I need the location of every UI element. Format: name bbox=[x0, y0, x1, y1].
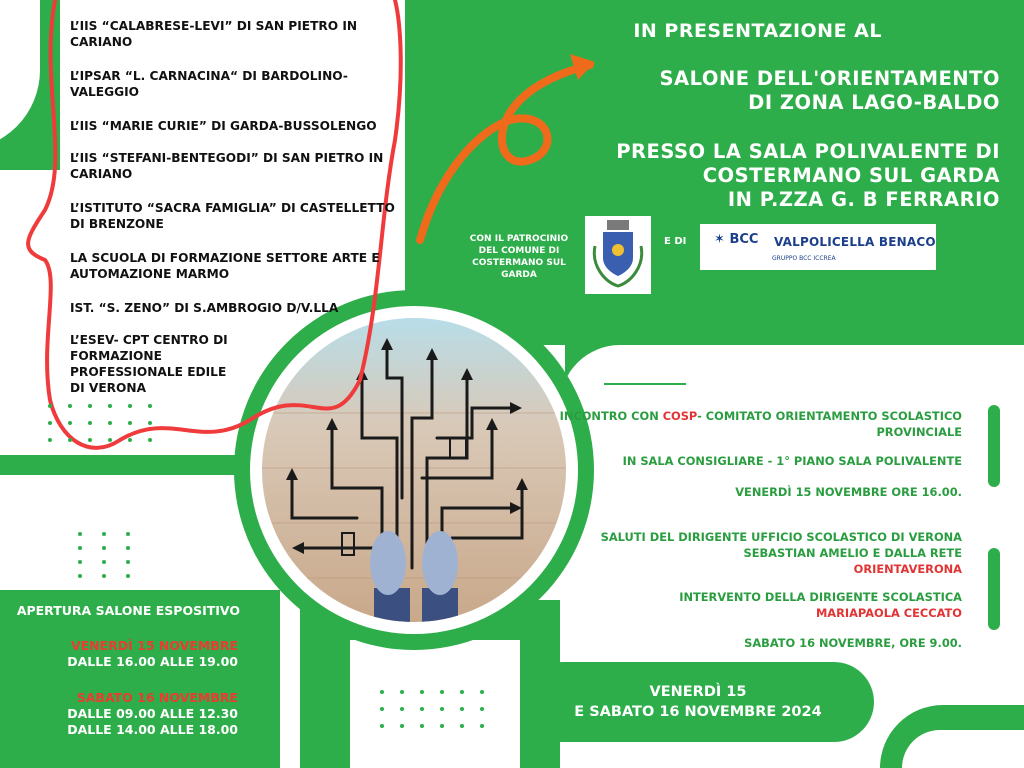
decor-dot bbox=[380, 724, 384, 728]
dot-grid-left-mid bbox=[78, 532, 138, 582]
decor-dot bbox=[68, 438, 72, 442]
decor-dot bbox=[724, 367, 740, 383]
decor-dot bbox=[604, 367, 620, 383]
decor-dot bbox=[148, 421, 152, 425]
school-item: L’ISTITUTO “SACRA FAMIGLIA” DI CASTELLETTO DI BRENZONE bbox=[70, 201, 395, 231]
decor-dot bbox=[148, 438, 152, 442]
decor-dot bbox=[48, 421, 52, 425]
decor-dot bbox=[88, 421, 92, 425]
event-cosp bbox=[542, 408, 962, 440]
dot-grid-left-top bbox=[48, 404, 158, 444]
right-bar-1 bbox=[988, 405, 1000, 487]
decor-dot bbox=[460, 707, 464, 711]
patronage-and: E DI bbox=[664, 236, 687, 247]
decor-dot bbox=[126, 574, 130, 578]
decor-dot bbox=[68, 421, 72, 425]
decor-dot bbox=[128, 404, 132, 408]
decor-dot bbox=[460, 724, 464, 728]
patronage-text: CON IL PATROCINIO DEL COMUNE DI COSTERMANO SUL GARDA bbox=[469, 234, 569, 280]
header-location-a: PRESSO LA SALA POLIVALENTE DI bbox=[616, 140, 1000, 163]
decor-dot bbox=[440, 724, 444, 728]
decor-dot bbox=[108, 438, 112, 442]
decor-dot bbox=[440, 707, 444, 711]
event-date-sat: SABATO 16 NOVEMBRE, ORE 9.00. bbox=[744, 636, 962, 650]
school-item: LA SCUOLA DI FORMAZIONE SETTORE ARTE E AUTOMAZIONE MARMO bbox=[70, 251, 380, 281]
event-greetings bbox=[542, 529, 962, 577]
school-item: L’IIS “MARIE CURIE” DI GARDA-BUSSOLENGO bbox=[70, 119, 377, 133]
decor-dot bbox=[400, 724, 404, 728]
dates-pill bbox=[522, 662, 874, 742]
decor-dot bbox=[380, 690, 384, 694]
event-intervention bbox=[542, 589, 962, 621]
crest-icon bbox=[585, 216, 651, 294]
event-room: IN SALA CONSIGLIARE - 1° PIANO SALA POLIVALENTE bbox=[622, 454, 962, 468]
decor-dot bbox=[126, 532, 130, 536]
header-salone-a: SALONE DELL'ORIENTAMENTO bbox=[659, 67, 1000, 90]
decor-dot bbox=[148, 404, 152, 408]
dates-pill-line2: E SABATO 16 NOVEMBRE 2024 bbox=[574, 704, 822, 720]
bcc-logo-icon: ✶ BCC bbox=[714, 232, 759, 247]
decor-dot bbox=[126, 546, 130, 550]
event-cosp-pre: INCONTRO CON bbox=[559, 409, 663, 423]
decor-dot bbox=[440, 690, 444, 694]
decor-dot bbox=[108, 404, 112, 408]
event-cosp-post: - COMITATO ORIENTAMENTO SCOLASTICO PROVINCIALE bbox=[697, 409, 962, 439]
decor-dot bbox=[480, 707, 484, 711]
decor-dot bbox=[88, 404, 92, 408]
decor-dot bbox=[420, 690, 424, 694]
expo-day2-hours-b: DALLE 14.00 ALLE 18.00 bbox=[67, 722, 238, 737]
event-cosp-red: COSP bbox=[662, 409, 698, 423]
decor-dot bbox=[400, 690, 404, 694]
school-item: L’ESEV- CPT CENTRO DI FORMAZIONE PROFESSIONALE EDILE DI VERONA bbox=[70, 333, 228, 395]
event-intervention-red: MARIAPAOLA CECCATO bbox=[815, 606, 962, 620]
decor-dot bbox=[102, 532, 106, 536]
decor-dot bbox=[420, 724, 424, 728]
bcc-name: VALPOLICELLA BENACO bbox=[774, 235, 936, 249]
decor-dot bbox=[128, 421, 132, 425]
decor-dot bbox=[634, 367, 650, 383]
header-salone-b: DI ZONA LAGO-BALDO bbox=[748, 91, 1000, 114]
expo-day1 bbox=[0, 638, 238, 670]
decor-dot bbox=[460, 690, 464, 694]
decor-dot bbox=[88, 438, 92, 442]
header-location bbox=[560, 140, 1000, 212]
expo-day2-label: SABATO 16 NOVEMBRE bbox=[76, 690, 238, 705]
decor-dot bbox=[102, 574, 106, 578]
schools-list bbox=[70, 18, 400, 414]
dates-pill-line1: VENERDÌ 15 bbox=[649, 684, 747, 700]
decor-dot bbox=[102, 560, 106, 564]
decor-dot bbox=[78, 560, 82, 564]
decor-dot bbox=[126, 560, 130, 564]
event-greetings-text: SALUTI DEL DIRIGENTE UFFICIO SCOLASTICO DI VERONA SEBASTIAN AMELIO E DALLA RETE bbox=[600, 530, 962, 560]
decor-dot bbox=[48, 438, 52, 442]
dots-line bbox=[604, 383, 686, 385]
decor-dot bbox=[68, 404, 72, 408]
decor-dot bbox=[78, 546, 82, 550]
decor-dot bbox=[78, 574, 82, 578]
school-item: IST. “S. ZENO” DI S.AMBROGIO D/V.LLA bbox=[70, 301, 339, 315]
dot-grid-bottom bbox=[380, 690, 500, 740]
decor-dot bbox=[108, 421, 112, 425]
decor-dot bbox=[48, 404, 52, 408]
header-location-b: COSTERMANO SUL GARDA bbox=[702, 164, 1000, 187]
decor-dot bbox=[480, 724, 484, 728]
school-item: L’IIS “CALABRESE-LEVI” DI SAN PIETRO IN CARIANO bbox=[70, 19, 358, 49]
school-item: L’IPSAR “L. CARNACINA“ DI BARDOLINO-VALEGGIO bbox=[70, 69, 348, 99]
expo-day1-hours: DALLE 16.00 ALLE 19.00 bbox=[67, 654, 238, 669]
decor-dot bbox=[694, 367, 710, 383]
header-line1: IN PRESENTAZIONE AL bbox=[633, 20, 882, 42]
expo-day1-label: VENERDÌ 15 NOVEMBRE bbox=[70, 638, 238, 653]
header-salone bbox=[560, 67, 1000, 115]
decor-dot bbox=[78, 532, 82, 536]
expo-title: APERTURA SALONE ESPOSITIVO bbox=[16, 603, 240, 618]
decor-dot bbox=[480, 690, 484, 694]
expo-day2-hours-a: DALLE 09.00 ALLE 12.30 bbox=[67, 706, 238, 721]
decor-dot bbox=[128, 438, 132, 442]
bcc-logo-box bbox=[700, 224, 936, 270]
expo-day2 bbox=[0, 690, 238, 738]
event-date-fri: VENERDÌ 15 NOVEMBRE ORE 16.00. bbox=[735, 485, 962, 499]
decor-dot bbox=[420, 707, 424, 711]
event-intervention-text: INTERVENTO DELLA DIRIGENTE SCOLASTICA bbox=[679, 590, 962, 604]
decor-dot bbox=[380, 707, 384, 711]
school-item: L’IIS “STEFANI-BENTEGODI” DI SAN PIETRO IN CARIANO bbox=[70, 151, 384, 181]
decor-dot bbox=[400, 707, 404, 711]
event-greetings-red: ORIENTAVERONA bbox=[853, 562, 962, 576]
bcc-group: GRUPPO BCC ICCREA bbox=[772, 255, 836, 262]
right-bar-2 bbox=[988, 548, 1000, 630]
municipality-crest bbox=[585, 216, 651, 294]
bg-bottom-right-corner-inner bbox=[902, 730, 1024, 768]
decor-dot bbox=[664, 367, 680, 383]
decor-dot bbox=[102, 546, 106, 550]
header-location-c: IN P.ZZA G. B FERRARIO bbox=[727, 188, 1000, 211]
